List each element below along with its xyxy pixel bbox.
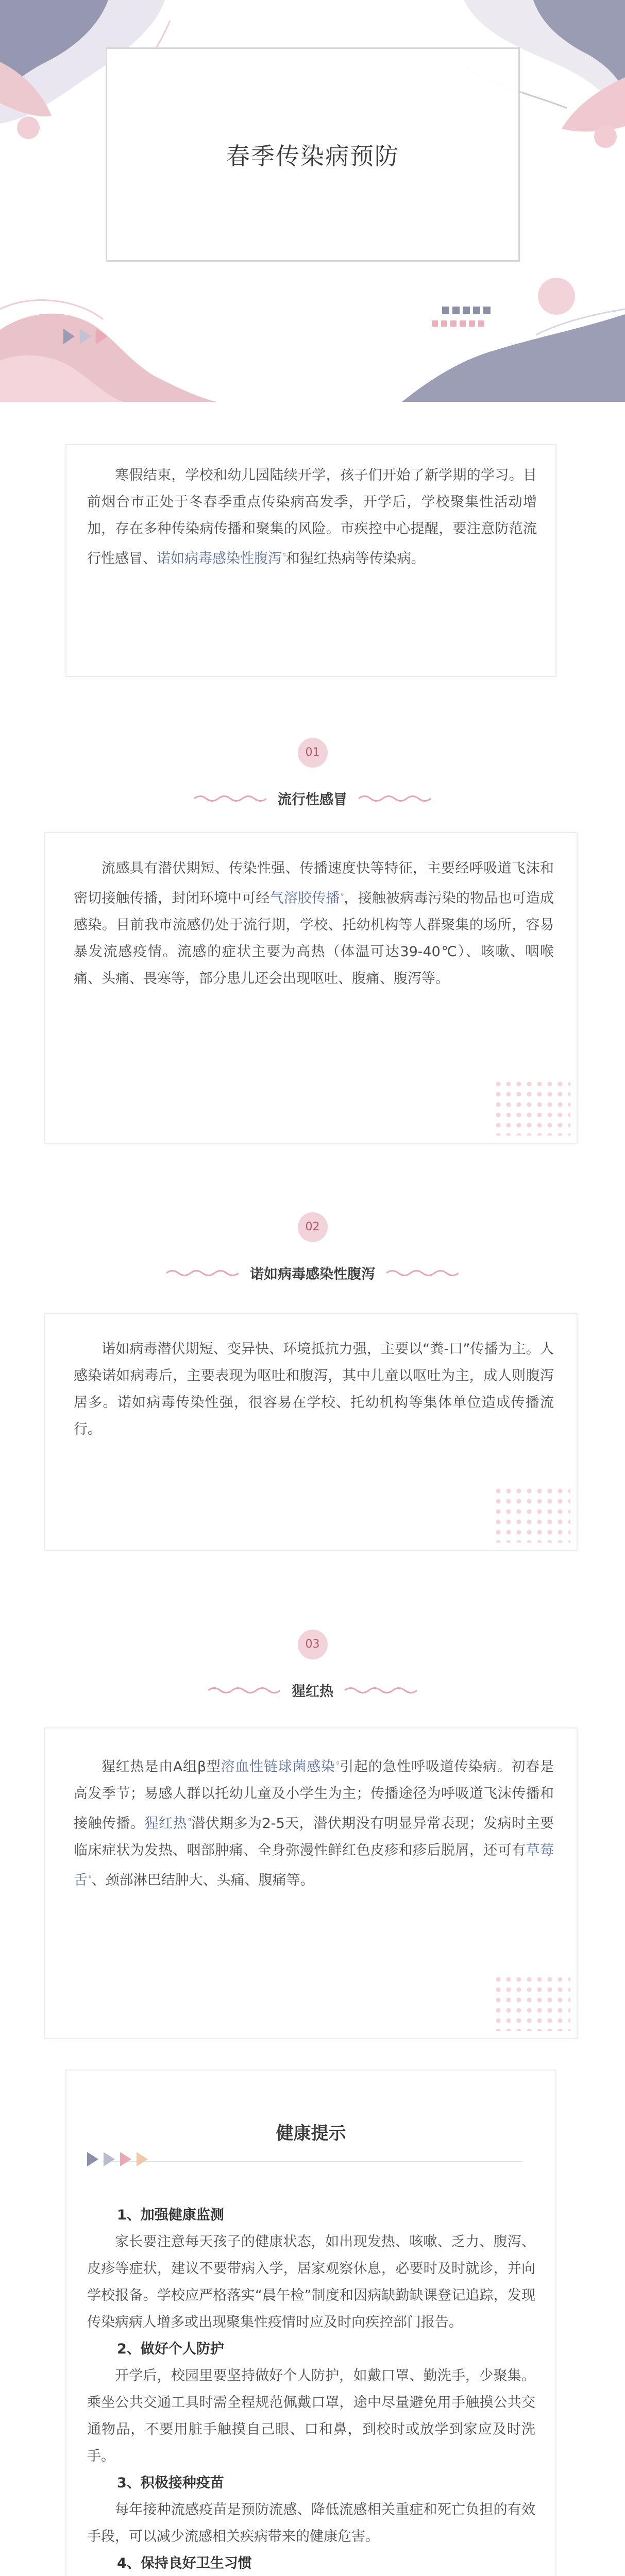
section-03-text-2: 引起的急性呼吸道传染病。初春是高发季节；易感人群以托幼儿童及小学生为主；传播途径为呼吸道飞沫传播和接触传播。 [74,1759,554,1832]
intro-paragraph [87,462,537,572]
tips-list [87,2202,535,2576]
section-number-badge: 03 [298,1630,328,1659]
tip-item [87,2470,535,2550]
wave-left-icon [208,1686,280,1695]
header-banner [0,0,625,402]
tip-text: 开学后，校园里要坚持做好个人防护，如戴口罩、勤洗手，少聚集。乘坐公共交通工具时需全程规范佩戴口罩，途中尽量避免用手触摸公共交通物品，不要用脏手触摸自己眼、口和鼻，到校时或放学到家应及时洗手。 [87,2368,535,2464]
section-03-text-4: 、颈部淋巴结肿大、头痛、腹痛等。 [91,1872,314,1888]
norovirus-link[interactable]: 诺如病毒感染性腹泻 [157,551,282,567]
triangle-icon [137,2152,148,2166]
reference-link-icon[interactable]: ᵍ [283,552,286,560]
section-title: 诺如病毒感染性腹泻 [250,1266,375,1282]
section-03-header [0,1630,625,1700]
tip-text: 每年接种流感疫苗是预防流感、降低流感相关重症和死亡负担的有效手段，可以减少流感相关疾病带来的健康危害。 [87,2502,535,2545]
section-title: 流行性感冒 [278,792,347,808]
tip-item [87,2550,535,2576]
intro-text-2: 和猩红热病等传染病。 [285,551,425,567]
section-03-box [44,1727,578,2039]
wave-left-icon [194,794,266,803]
section-02-box [44,1313,578,1551]
tip-item [87,2202,535,2336]
tip-heading: 2、做好个人防护 [117,2341,224,2357]
section-03-paragraph [74,1751,554,1894]
tip-heading: 3、积极接种疫苗 [117,2475,224,2491]
title-box [106,47,520,262]
page-title: 春季传染病预防 [226,142,399,170]
section-title: 猩红热 [292,1684,333,1700]
tip-heading: 4、保持良好卫生习惯 [117,2555,252,2571]
reference-link-icon[interactable]: ᵍ [188,1817,191,1825]
section-01-header [0,738,625,808]
tip-item [87,2336,535,2470]
section-02-paragraph: 诺如病毒潜伏期短、变异快、环境抵抗力强，主要以“粪-口”传播为主。人感染诺如病毒后，主要表现为呕吐和腹泻，其中儿童以呕吐为主，成人则腹泻居多。诺如病毒传染性强，很容易在学校、托幼机构等集体单位造成传播流行。 [74,1341,554,1437]
aerosol-link[interactable]: 气溶胶传播 [269,890,340,906]
reference-link-icon[interactable]: ᵍ [341,891,344,900]
section-03-text-3: 潜伏期多为2-5天，潜伏期没有明显异常表现；发病时主要临床症状为发热、咽部肿痛、全身弥漫性鲜红色皮疹和疹后脱屑，还可有 [74,1816,554,1858]
tip-text: 家长要注意每天孩子的健康状态，如出现发热、咳嗽、乏力、腹泻、皮疹等症状，建议不要带病入学，居家观察休息，必要时及时就诊，并向学校报备。学校应严格落实“晨午检”制度和因病缺勤缺课登记追踪，发现传染病病人增多或出现聚集性疫情时应及时向疾控部门报告。 [87,2234,535,2330]
strawberry-tongue-link[interactable]: 草莓舌 [74,1842,554,1888]
wave-right-icon [345,1686,417,1695]
reference-link-icon[interactable]: ᵍ [89,1873,92,1882]
section-01-text-1: 流感具有潜伏期短、传染性强、传播速度快等特征，主要经呼吸道飞沫和密切接触传播，封闭环境中可经 [74,860,554,906]
intro-text-1: 寒假结束，学校和幼儿园陆续开学，孩子们开始了新学期的学习。目前烟台市正处于冬春季重点传染病高发季，开学后，学校聚集性活动增加，存在多种传染病传播和聚集的风险。市疾控中心提醒，要注意防范流行性感冒、 [87,467,537,567]
section-01-box [44,832,578,1144]
section-03-text-1: 猩红热是由A组β型 [102,1759,221,1775]
wave-left-icon [166,1268,239,1278]
streptococcus-link[interactable]: 溶血性链球菌感染 [221,1759,335,1775]
scarlet-fever-link[interactable]: 猩红热 [144,1816,187,1832]
triangle-icon [120,2152,131,2166]
triangle-decoration [87,2152,153,2166]
section-number-badge: 01 [298,738,328,768]
section-01-text-2: ，接触被病毒污染的物品也可造成感染。目前我市流感仍处于流行期，学校、托幼机构等人群聚集的场所，容易暴发流感疫情。流感的症状主要为高热（体温可达39-40℃）、咳嗽、咽喉痛、头痛、畏寒等，部分患儿还会出现呕吐、腹痛、腹泻等。 [74,890,554,987]
reference-link-icon[interactable]: ᵍ [336,1760,340,1768]
section-01-paragraph [74,855,554,992]
dot-pattern [493,1079,570,1136]
intro-box [65,444,556,677]
tips-title: 健康提示 [276,2123,346,2144]
health-tips-box [65,2070,556,2576]
dot-pattern [493,1486,570,1543]
dot-pattern [493,1974,570,2031]
tip-heading: 1、加强健康监测 [117,2207,224,2223]
triangle-icon [104,2152,115,2166]
section-02-header [0,1212,625,1283]
divider-line [103,2161,522,2162]
wave-right-icon [359,794,431,803]
wave-right-icon [386,1268,459,1278]
section-number-badge: 02 [298,1212,328,1242]
triangle-icon [87,2152,98,2166]
